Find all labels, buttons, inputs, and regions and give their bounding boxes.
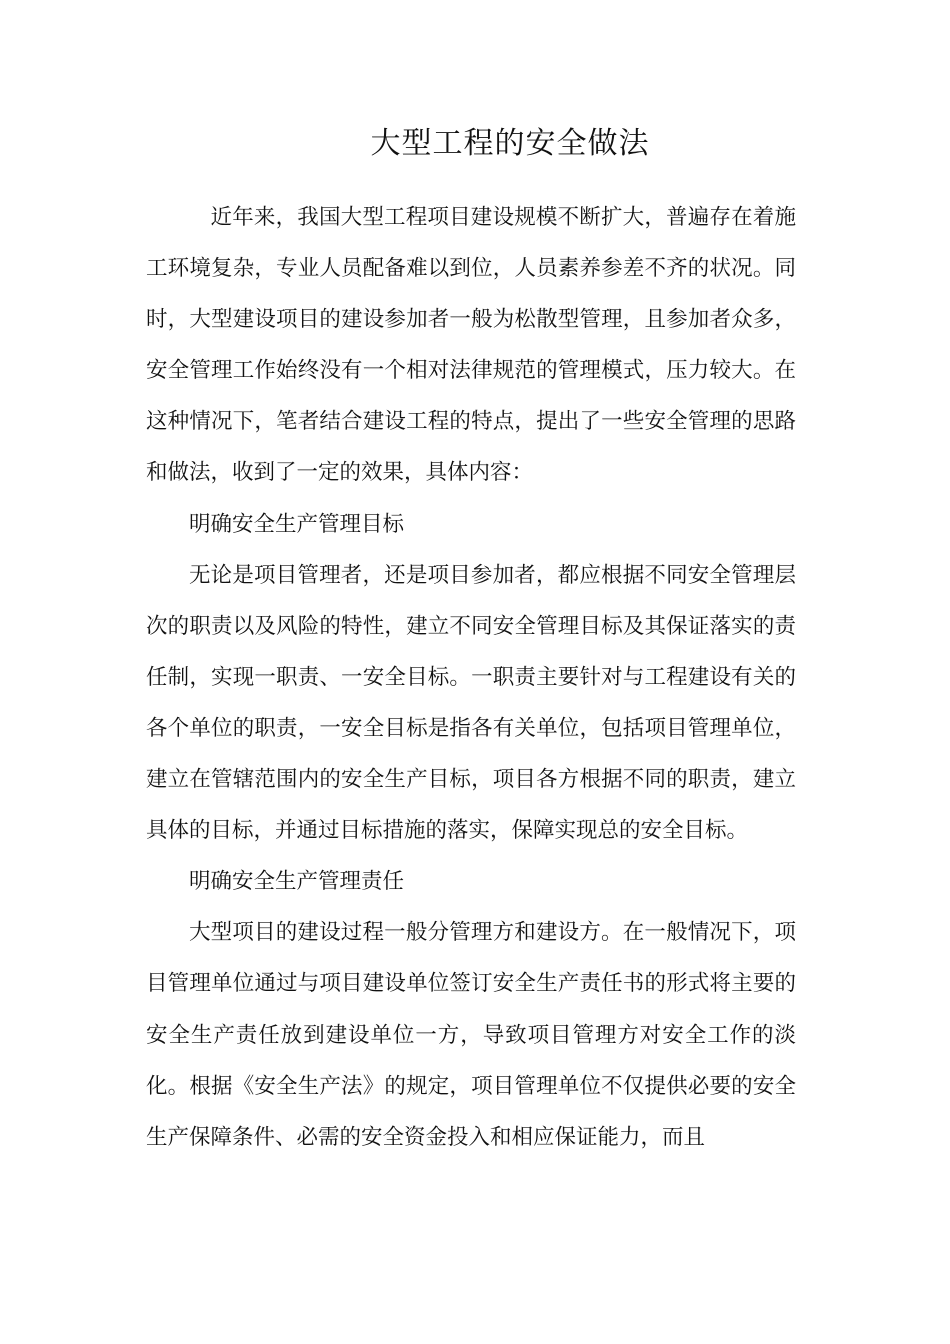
paragraph-intro: 近年来，我国大型工程项目建设规模不断扩大，普遍存在着施工环境复杂，专业人员配备难以到位，人员素养参差不齐的状况。同时，大型建设项目的建设参加者一般为松散型管理，且参加者众多，安全管理工作始终没有一个相对法律规范的管理模式，压力较大。在这种情况下，笔者结合建设工程的特点，提出了一些安全管理的思路和做法，收到了一定的效果，具体内容：: [146, 205, 796, 486]
section-heading-responsibility: 明确安全生产管理责任: [189, 869, 405, 895]
paragraph-responsibility: 大型项目的建设过程一般分管理方和建设方。在一般情况下，项目管理单位通过与项目建设单位签订安全生产责任书的形式将主要的安全生产责任放到建设单位一方，导致项目管理方对安全工作的淡化。根据《安全生产法》的规定，项目管理单位不仅提供必要的安全生产保障条件、必需的安全资金投入和相应保证能力，而且: [146, 920, 796, 1150]
section-heading-goals: 明确安全生产管理目标: [189, 511, 405, 537]
document-title: 大型工程的安全做法: [370, 126, 650, 161]
paragraph-goals: 无论是项目管理者，还是项目参加者，都应根据不同安全管理层次的职责以及风险的特性，建立不同安全管理目标及其保证落实的责任制，实现一职责、一安全目标。一职责主要针对与工程建设有关的各个单位的职责，一安全目标是指各有关单位，包括项目管理单位，建立在管辖范围内的安全生产目标，项目各方根据不同的职责，建立具体的目标，并通过目标措施的落实，保障实现总的安全目标。: [146, 562, 796, 844]
document-body: [146, 192, 796, 1163]
